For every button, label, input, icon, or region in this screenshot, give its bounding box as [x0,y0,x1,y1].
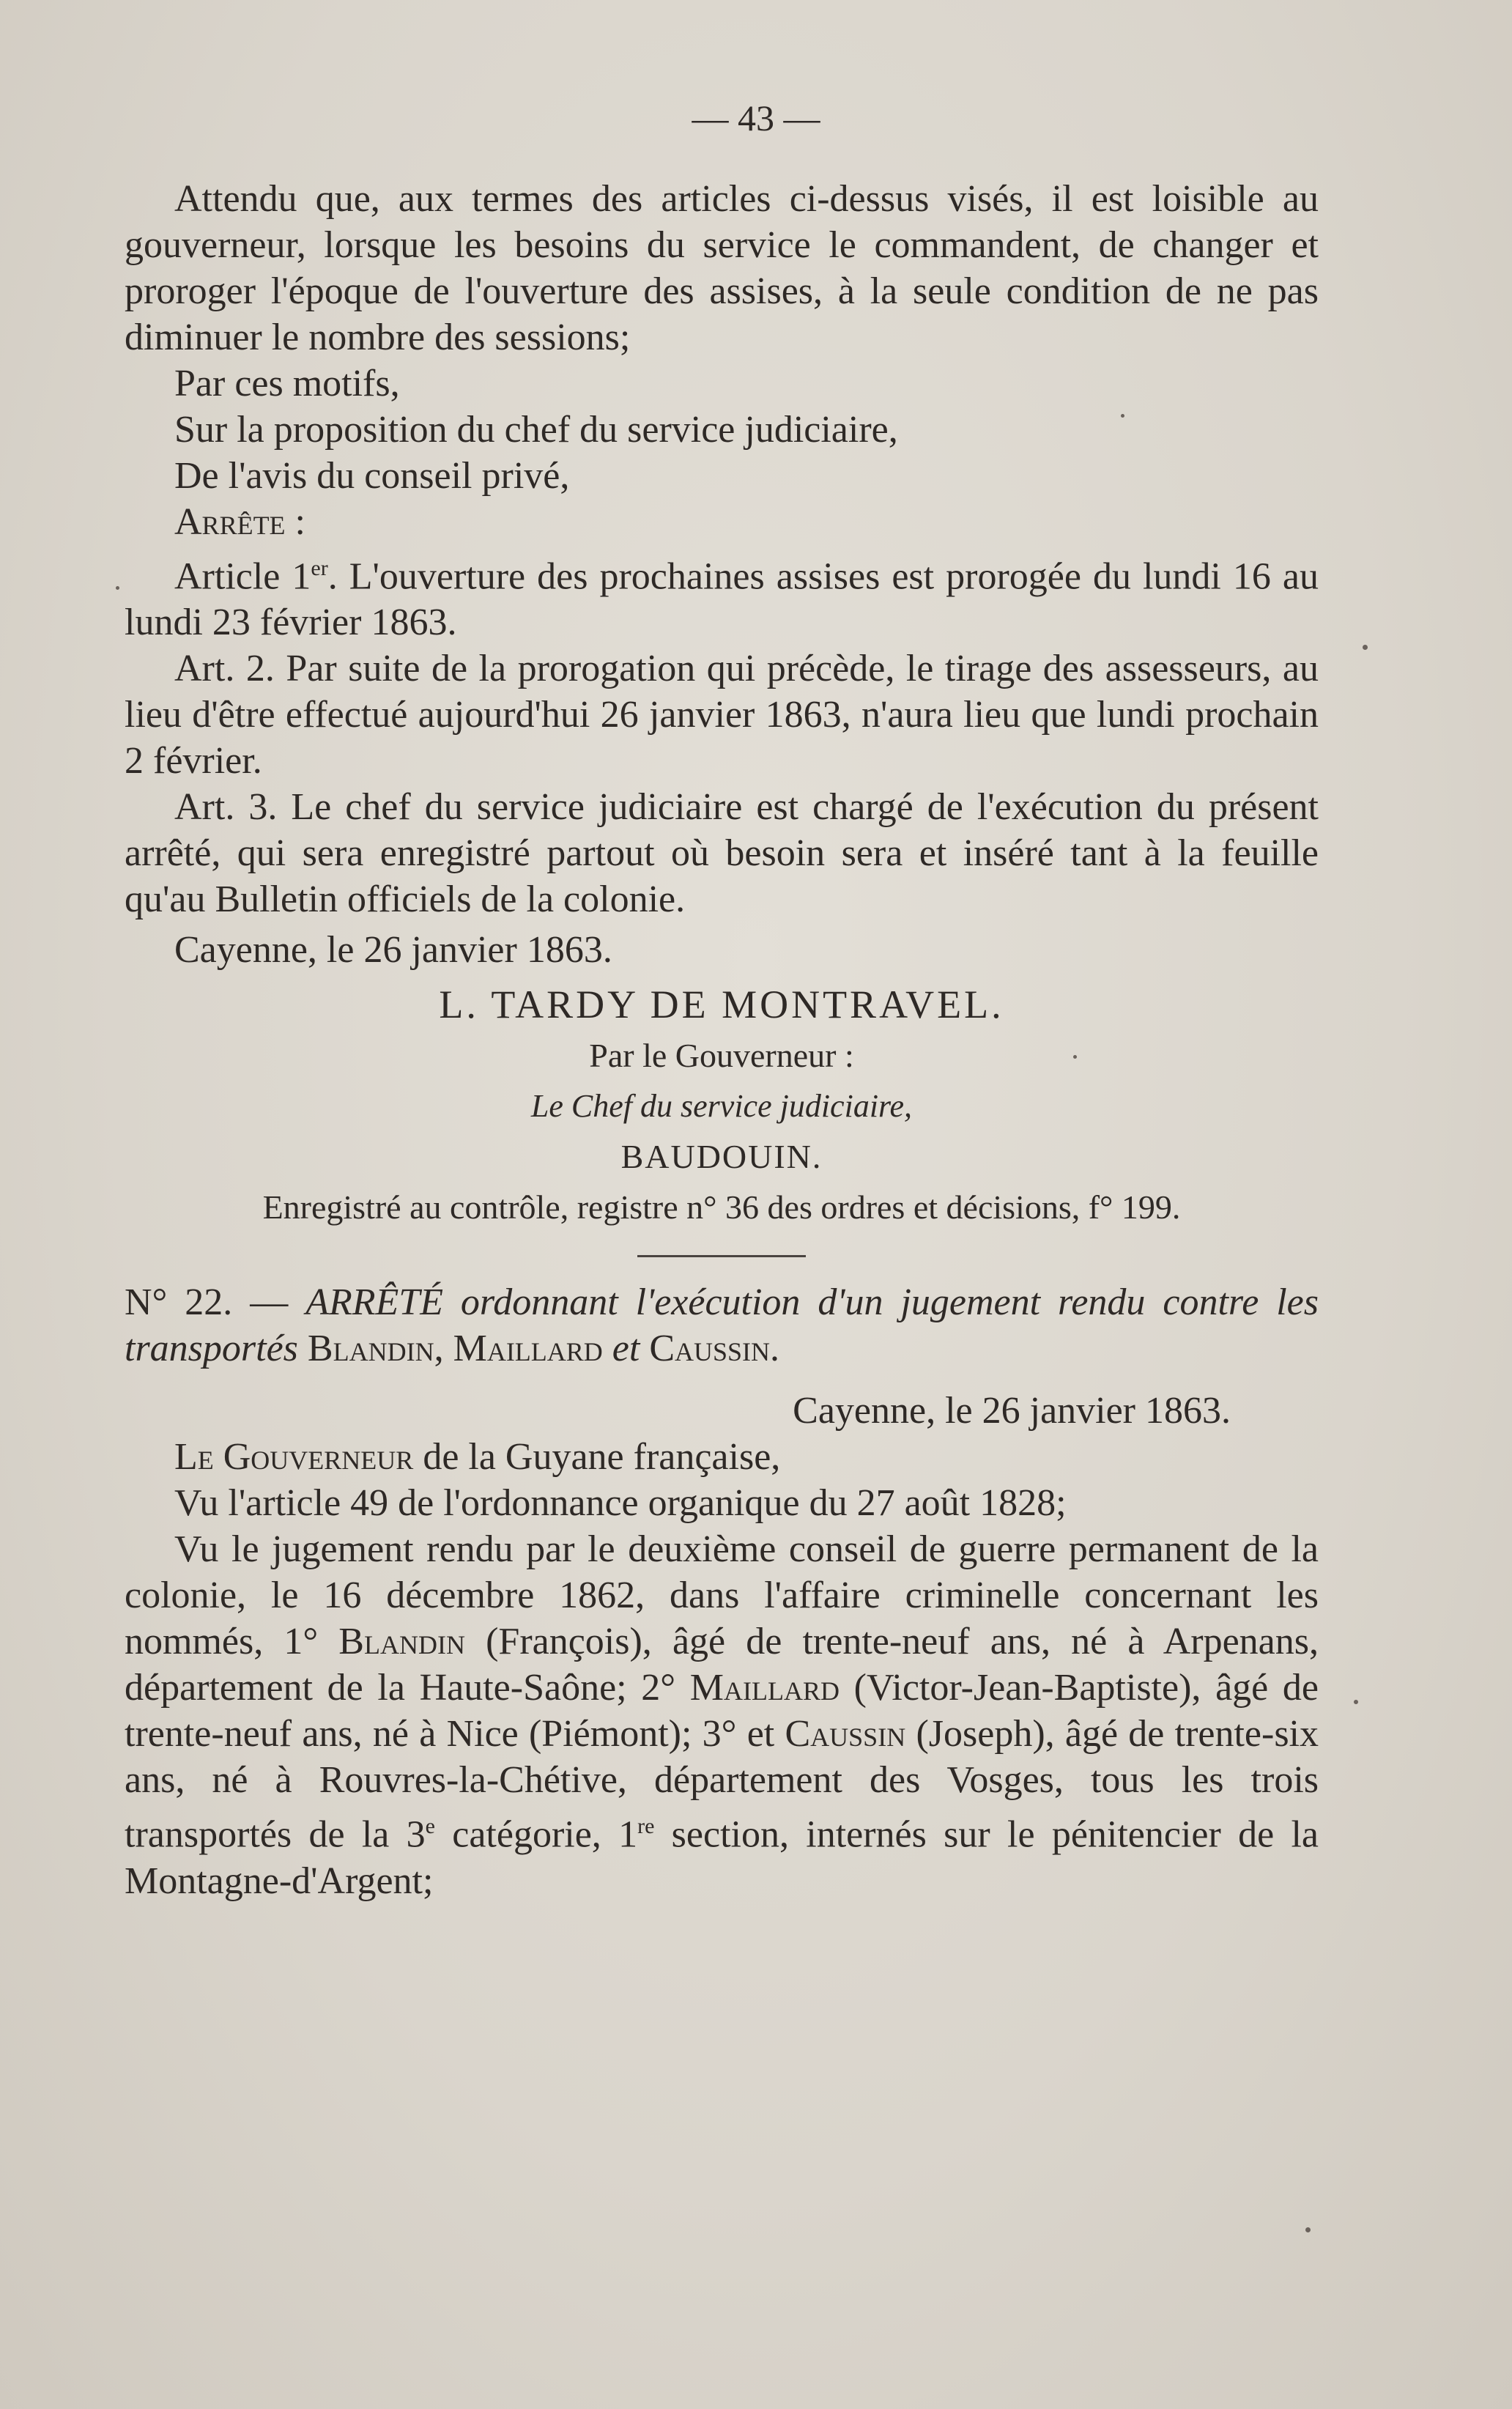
vu2-c: (Victor-Jean-Baptiste), âgé de trente-neuf ans, né à Nice (Piémont); 3° et [125,1667,1319,1755]
vu2-f: section, internés sur le pénitencier de la Montagne-d'Argent; [125,1813,1319,1902]
article-1-label: Article 1 [174,555,311,598]
vu2-b: (François), âgé de trente-neuf ans, né à Arpenans, département de la Haute-Saône; 2° [125,1621,1319,1709]
vu2-name-caussin: Caussin [785,1713,906,1755]
vu2-e: catégorie, 1 [434,1813,638,1856]
paragraph-proposition: Sur la proposition du chef du service judiciaire, [174,409,898,451]
title-end: . [770,1328,780,1370]
by-governor: Par le Gouverneur : [589,1037,854,1075]
paragraph-date: Cayenne, le 26 janvier 1863. [174,929,612,972]
arrete-22-title [125,1279,1319,1372]
governor-signature: L. TARDY DE MONTRAVEL. [439,983,1004,1027]
arrete-22-date: Cayenne, le 26 janvier 1863. [793,1390,1231,1432]
article-1-sup: er [311,556,328,580]
paragraph-motifs: Par ces motifs, [174,363,400,404]
paragraph-article-2: Art. 2. Par suite de la prorogation qui précède, le tirage des assesseurs, au lieu d'être effectué aujourd'hui 26 janvier 1863, n'aura lieu que lundi prochain 2 février. [125,648,1319,782]
vu2-name-maillard: Maillard [689,1667,840,1709]
paragraph-attendu: Attendu que, aux termes des articles ci-dessus visés, il est loisible au gouverneur, lorsque les besoins du service le commandent, de changer et proroger l'époque de l'ouverture des assises, à la seule condition de ne pas diminuer le nombre des sessions; [125,178,1319,358]
arrete-number: N° 22. [125,1281,233,1324]
paragraph-arrete: Arrête : [174,501,305,543]
section-divider [637,1255,806,1257]
paragraph-avis: De l'avis du conseil privé, [174,455,570,497]
document-body [125,176,1319,1904]
vu2-a: Vu le jugement rendu par le deuxième conseil de guerre permanent de la colonie, le 16 décembre 1862, dans l'affaire criminelle concernant les nommés, 1° [125,1528,1319,1663]
title-name-blandin: Blandin [307,1328,434,1370]
gouverneur-rest: de la Guyane française, [413,1436,781,1479]
chef-service-judiciaire: Le Chef du service judiciaire, [530,1088,913,1125]
vu2-name-blandin: Blandin [338,1621,465,1663]
paper-speck [1073,1055,1077,1059]
registration-note: Enregistré au contrôle, registre n° 36 des ordres et décisions, f° 199. [262,1188,1181,1226]
arrete-title-text: ARRÊTÉ ordonnant l'exécution d'un jugement rendu contre les transportés [125,1281,1319,1370]
paper-speck [116,586,119,590]
vu2-sup2: re [637,1814,655,1839]
gouverneur-label: Le Gouverneur [174,1436,414,1479]
paragraph-vu-jugement [125,1526,1319,1903]
vu2-d: (Joseph), âgé de trente-six ans, né à Rouvres-la-Chétive, département des Vosges, tous les trois transportés de la 3 [125,1713,1319,1856]
paper-speck [1363,645,1368,650]
page-number: — 43 — [692,97,820,138]
paper-speck [1121,414,1124,418]
title-sep: , [434,1328,453,1370]
paragraph-article-3: Art. 3. Le chef du service judiciaire est chargé de l'exécution du présent arrêté, qui sera enregistré partout où besoin sera et inséré tant à la feuille qu'au Bulletin officiels de la colonie. [125,786,1319,921]
title-name-maillard: Maillard [453,1328,603,1370]
paragraph-article-1 [125,545,1319,645]
title-name-caussin: Caussin [649,1328,771,1370]
vu2-sup1: e [425,1814,435,1839]
paper-speck [1354,1700,1358,1704]
article-1-text: . L'ouverture des prochaines assises est prorogée du lundi 16 au lundi 23 février 1863. [125,555,1319,644]
paper-speck [1305,2227,1311,2232]
title-dash: — [232,1281,306,1324]
title-and: et [602,1328,650,1370]
paragraph-vu-article: Vu l'article 49 de l'ordonnance organique du 27 août 1828; [174,1482,1067,1525]
paragraph-gouverneur [125,1434,1319,1480]
signer-name: BAUDOUIN. [620,1138,823,1176]
